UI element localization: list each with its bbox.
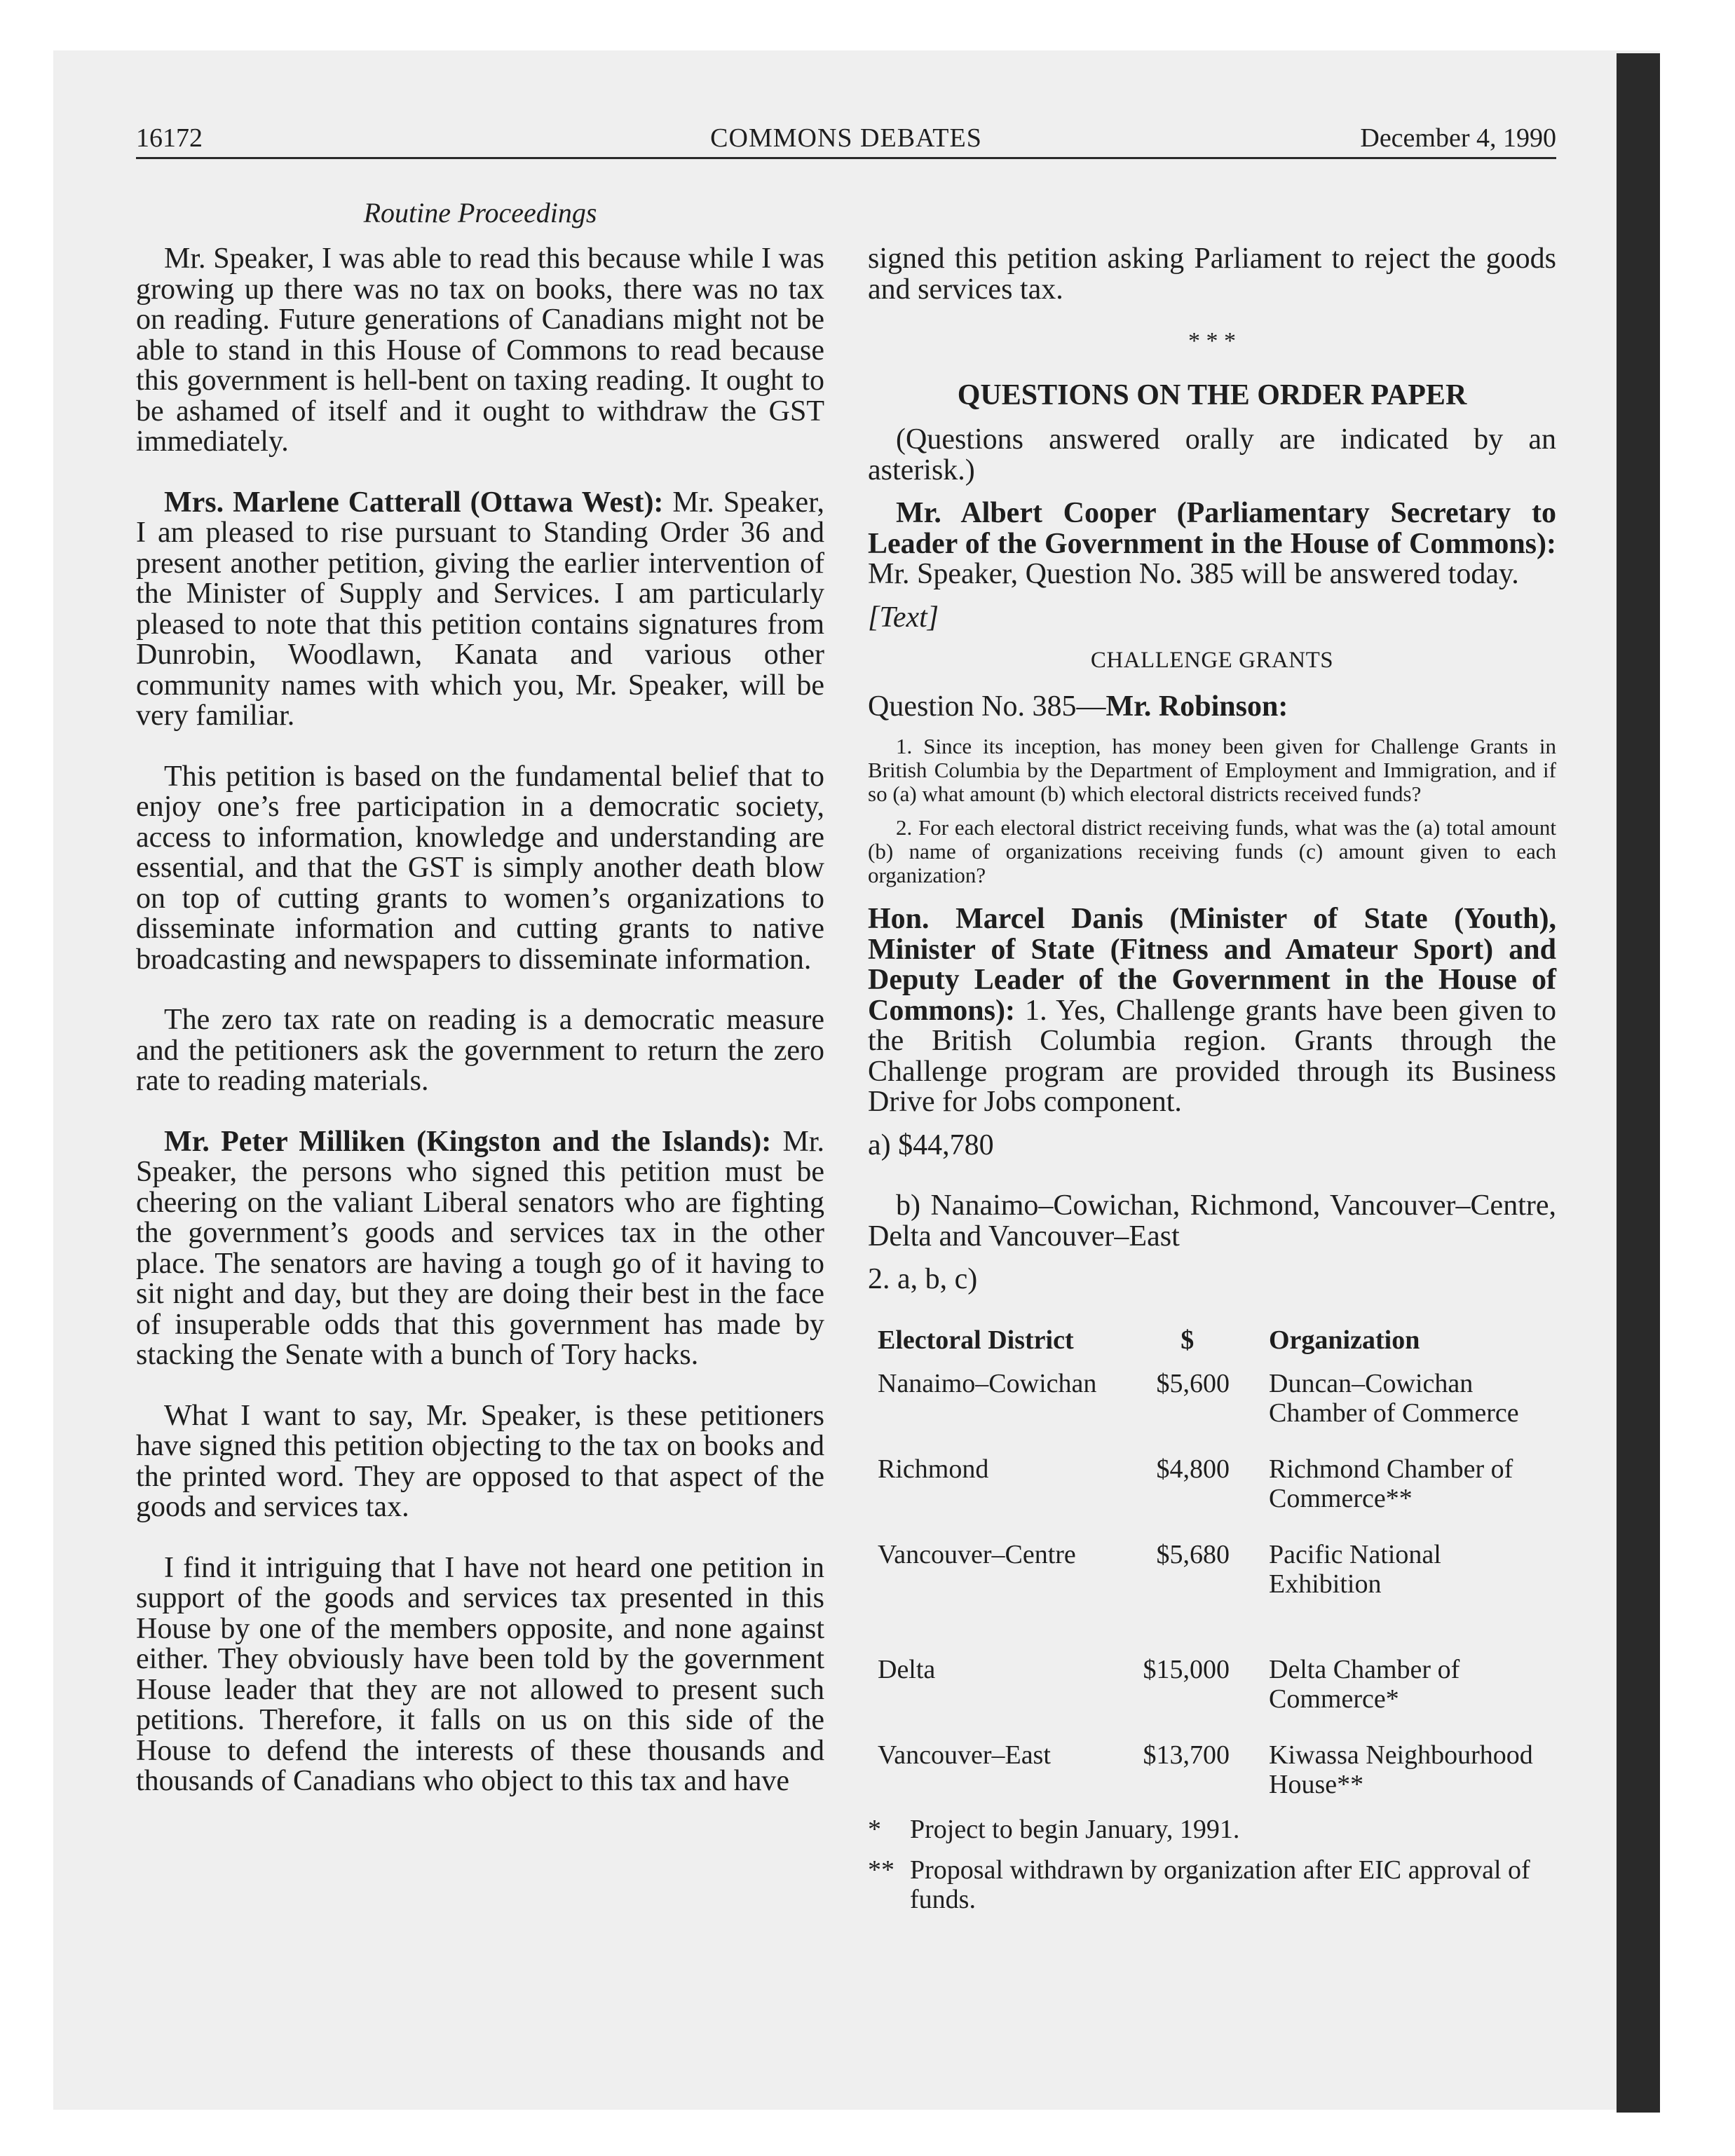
organization-cell: Kiwassa Neighbourhood House** [1269, 1740, 1533, 1799]
paragraph: This petition is based on the fundamental belief that to enjoy one’s free participation in a democratic society, access to information, knowledge and understanding are essential, and that the GST is simply another death blow on top of cutting grants to women’s organizations to disseminate information and cutting grants to native broadcasting and newspapers to disseminate information. [136, 760, 824, 976]
district-cell: Delta [878, 1654, 936, 1684]
page-date: December 4, 1990 [1360, 123, 1556, 153]
speech-text: Mr. Speaker, Question No. 385 will be answered today. [868, 558, 1519, 590]
speech-text: Mr. Speaker, the persons who signed this petition must be cheering on the valiant Liberal senators who are fighting the government’s goods and services tax in the other place. The senators are having a tough go of it having to sit night and day, but they are doing their best in the face of insuperable odds that this government has made by stacking the Senate with a bunch of Tory hacks. [136, 1125, 824, 1371]
organization-cell: Richmond Chamber of Commerce** [1269, 1454, 1513, 1513]
amount-cell: $4,800 [1156, 1454, 1230, 1484]
district-cell: Vancouver–Centre [878, 1539, 1076, 1569]
column-header: Electoral District [878, 1325, 1074, 1355]
speech-text: 1. Yes, Challenge grants have been given to the British Columbia region. Grants through the Challenge program are provided through its Business Drive for Jobs component. [868, 994, 1556, 1118]
district-cell: Nanaimo–Cowichan [878, 1368, 1097, 1398]
table-row [868, 1740, 1556, 1815]
scan-edge-shadow [1617, 53, 1660, 2113]
table-row [868, 1369, 1556, 1454]
district-cell: Vancouver–East [878, 1740, 1051, 1770]
organization-cell: Delta Chamber of Commerce* [1269, 1654, 1460, 1714]
speaker-name: Mrs. Marlene Catterall (Ottawa West): [164, 486, 664, 519]
table-row [868, 1454, 1556, 1540]
question-title [868, 692, 1556, 723]
footnote [868, 1815, 1556, 1844]
questions-heading: QUESTIONS ON THE ORDER PAPER [957, 378, 1467, 411]
footnote-mark: * [868, 1814, 881, 1844]
speaker-name: Mr. Peter Milliken (Kingston and the Islands): [164, 1125, 772, 1158]
amount-cell: $5,680 [1156, 1539, 1230, 1569]
question-label: Question No. 385— [868, 690, 1106, 723]
organization-cell: Duncan–Cowichan Chamber of Commerce [1269, 1368, 1519, 1428]
footnote-text: Project to begin January, 1991. [910, 1814, 1240, 1844]
organization-cell: Pacific National Exhibition [1269, 1539, 1441, 1599]
footnote [868, 1855, 1556, 1914]
document-page [136, 119, 1556, 2068]
paragraph [868, 498, 1556, 590]
answer-2: 2. a, b, c) [868, 1263, 978, 1295]
speaker-name: Mr. Albert Cooper (Parliamentary Secretary to Leader of the Government in the House of Commons): [868, 497, 1556, 560]
page-number: 16172 [136, 123, 203, 153]
amount-cell: $5,600 [1156, 1368, 1230, 1398]
answer-b: b) Nanaimo–Cowichan, Richmond, Vancouver–Centre, Delta and Vancouver–East [868, 1189, 1556, 1253]
section-heading: Routine Proceedings [363, 197, 597, 228]
paragraph: What I want to say, Mr. Speaker, is these petitioners have signed this petition objecting to the tax on books and the printed word. They are opposed to that aspect of the goods and services tax. [136, 1399, 824, 1523]
column-header: Organization [1269, 1325, 1420, 1355]
column-header: $ [1181, 1325, 1195, 1355]
questions-note: (Questions answered orally are indicated by an asterisk.) [868, 423, 1556, 486]
right-column [868, 244, 1556, 1925]
table-header-row [868, 1325, 1556, 1369]
amount-cell: $15,000 [1143, 1654, 1230, 1684]
table-row [868, 1540, 1556, 1655]
speech-text: Mr. Speaker, I am pleased to rise pursuant to Standing Order 36 and present another petition, giving the earlier intervention of the Minister of Supply and Services. I am particularly pleased to note that this petition contains signatures from Dunrobin, Woodlawn, Kanata and various other community names with which you, Mr. Speaker, will be very familiar. [136, 486, 824, 732]
paragraph [136, 488, 824, 732]
left-column [136, 244, 824, 1827]
amount-cell: $13,700 [1143, 1740, 1230, 1770]
footnote-text: Proposal withdrawn by organization after EIC approval of funds. [910, 1855, 1530, 1914]
paragraph: signed this petition asking Parliament to reject the goods and services tax. [868, 243, 1556, 306]
text-marker: [Text] [868, 601, 939, 634]
question-member: Mr. Robinson: [1105, 690, 1288, 723]
footnote-mark: ** [868, 1855, 894, 1885]
table-row [868, 1655, 1556, 1740]
paragraph: The zero tax rate on reading is a democratic measure and the petitioners ask the government to return the zero rate to reading materials. [136, 1004, 824, 1097]
question-item: 2. For each electoral district receiving funds, what was the (a) total amount (b) name of organizations receiving funds (c) amount given to each organization? [868, 815, 1556, 887]
speaker-name: Hon. Marcel Danis (Minister of State (Youth), Minister of State (Fitness and Amateur Sport) and Deputy Leader of the Government in the House of Commons): [868, 903, 1556, 1027]
paragraph: Mr. Speaker, I was able to read this because while I was growing up there was no tax on books, there was no tax on reading. Future generations of Canadians might not be able to stand in this House of Commons to read because this government is hell-bent on taxing reading. It ought to be ashamed of itself and it ought to withdraw the GST immediately. [136, 243, 824, 458]
district-cell: Richmond [878, 1454, 989, 1484]
publication-title: COMMONS DEBATES [710, 123, 982, 153]
grants-table [868, 1325, 1556, 1815]
paragraph [868, 904, 1556, 1118]
subheading: CHALLENGE GRANTS [1090, 648, 1334, 673]
paragraph: I find it intriguing that I have not heard one petition in support of the goods and services tax presented in this House by one of the members opposite, and none against either. They obviously have been told by the government House leader that they are not allowed to present such petitions. Therefore, it falls on us on this side of the House to defend the interests of these thousands and thousands of Canadians who object to this tax and have [136, 1551, 824, 1797]
running-head [136, 119, 1556, 159]
section-separator: * * * [1188, 328, 1236, 354]
answer-a: a) $44,780 [868, 1128, 994, 1161]
paragraph [136, 1127, 824, 1371]
question-item: 1. Since its inception, has money been given for Challenge Grants in British Columbia by the Department of Employment and Immigration, and if so (a) what amount (b) which electoral districts received funds? [868, 734, 1556, 806]
